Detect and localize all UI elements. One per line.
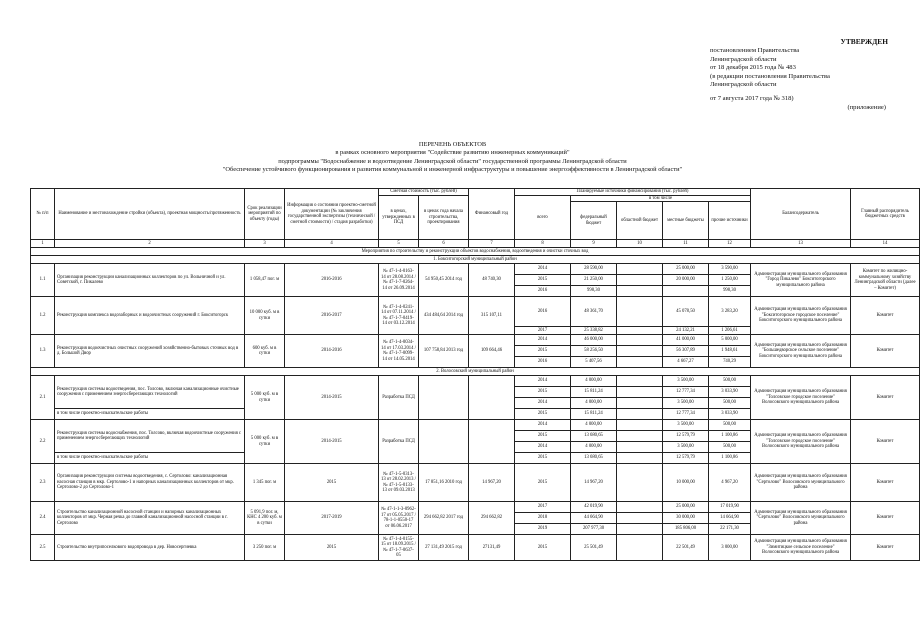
- appendix-label: (приложение): [847, 103, 886, 111]
- object-capacity: 5 091,9 пог. м, КНС 4 200 куб. м в сутки: [245, 502, 285, 535]
- beneficiary: Администрация муниципального образования "Сертолово" Волосовского муниципального района: [751, 464, 851, 502]
- fin-year: 2015: [515, 464, 571, 502]
- object-years: 2014-2015: [285, 420, 379, 464]
- approval-heading: УТВЕРЖДЕН: [840, 37, 888, 46]
- fin-year: 2017: [515, 502, 571, 513]
- document-title: ПЕРЕЧЕНЬ ОБЪЕКТОВ: [418, 141, 487, 148]
- local-value: 740,29: [709, 357, 751, 368]
- total-value: 4 000,00: [571, 398, 617, 409]
- main-admin: Комитет: [851, 464, 920, 502]
- cost-psd: 17 851,16 2010 год: [419, 464, 469, 502]
- header-name: Наименование и местонахождение стройки (объекта), проектная мощность/протяженность: [55, 189, 245, 240]
- object-capacity: 5 000 куб. м в сутки: [245, 376, 285, 420]
- regional-value: 3 500,00: [663, 442, 709, 453]
- header-beneficiary: Балансодержатель: [751, 189, 851, 240]
- approval-stamp: [710, 38, 900, 112]
- main-admin: Комитет: [851, 420, 920, 464]
- local-value: 3 033,90: [709, 409, 751, 420]
- object-years: 2015: [285, 535, 379, 561]
- cost-psd: 294 662,82 2017 год: [419, 502, 469, 535]
- main-admin: Комитет: [851, 297, 920, 335]
- total-value: 25 501,49: [571, 535, 617, 561]
- total-value: 13 680,65: [571, 431, 617, 442]
- object-name: Реконструкция системы водоснабжения, пос. Толсово, включая водоочистные сооружения с применением энергосберегающих технологий: [55, 420, 245, 453]
- fin-year: 2015: [515, 535, 571, 561]
- main-admin: Комитет: [851, 535, 920, 561]
- fin-year: 2014: [515, 442, 571, 453]
- cost-start: 109 664,46: [469, 335, 515, 368]
- object-capacity: 1 058,47 пог. м: [245, 264, 285, 297]
- header-local: местные бюджеты: [663, 202, 709, 240]
- object-docs: № 47-1-4-0241-14 от 07.11.2014 / № 47-1-7-0419-14 от 03.12.2014: [379, 297, 419, 335]
- object-docs: Разработка ПСД: [379, 420, 419, 464]
- header-total: всего: [515, 195, 571, 240]
- header-docs: Информация о состоянии проектно-сметной документации (№ заключения государственной экспертизы (технической / сметной стоимости) / стадия разработки): [285, 189, 379, 240]
- local-value: 3 590,00: [709, 264, 751, 275]
- object-name: Организация реконструкции канализационных коллекторов по ул. Вольничной и ул. Советской, г. Пикалево: [55, 264, 245, 297]
- approval-line: от 18 декабря 2015 года № 483: [710, 64, 796, 72]
- approval-line: постановлением Правительства: [710, 47, 800, 55]
- local-value: 998,30: [709, 286, 751, 297]
- total-value: 58 256,50: [571, 346, 617, 357]
- col-number: 10: [617, 240, 663, 248]
- regional-value: 10 000,00: [663, 464, 709, 502]
- local-value: 500,00: [709, 376, 751, 387]
- regional-value: 12 777,34: [663, 387, 709, 398]
- object-name: Организация реконструкции системы водоотведения, с. Сертолово: канализационная насосная станция в мкр. Сертолово-1 и напорных канализационных коллекторов от мкр. Сертолово-2 до Сертолово-1: [55, 464, 245, 502]
- header-plan-group: Планируемые источники финансирования (тыс. рублей): [515, 189, 751, 196]
- local-value: 1 948,61: [709, 346, 751, 357]
- beneficiary: Администрация муниципального образования "Город Пикалево" Бокситогорского муниципального района: [751, 264, 851, 297]
- cost-psd: 107 758,84 2013 год: [419, 335, 469, 368]
- total-value: 207 977,30: [571, 524, 617, 535]
- regional-value: [663, 286, 709, 297]
- regional-value: 56 307,89: [663, 346, 709, 357]
- local-value: 500,00: [709, 398, 751, 409]
- objects-table: [30, 188, 920, 561]
- row-num: 2.5: [31, 535, 55, 561]
- beneficiary: Администрация муниципального образования "Сертолово" Волосовского муниципального района: [751, 502, 851, 535]
- approval-line: Ленинградской области: [710, 81, 777, 89]
- cost-start: 48 740,30: [469, 264, 515, 297]
- main-admin: Комитет: [851, 376, 920, 420]
- total-value: 28 590,00: [571, 264, 617, 275]
- object-name: Строительство внутрипоселкового водопровода в дер. Новосергиевка: [55, 535, 245, 561]
- fin-year: 2019: [515, 524, 571, 535]
- fin-year: 2014: [515, 335, 571, 346]
- approval-line: (в редакции постановления Правительства: [710, 72, 830, 80]
- object-capacity: 3 250 пог. м: [245, 535, 285, 561]
- regional-value: 20 000,00: [663, 275, 709, 286]
- col-number: 4: [285, 240, 379, 248]
- object-capacity: 600 куб. м в сутки: [245, 335, 285, 368]
- header-cost-current: в ценах, утвержденных в ПСД: [379, 195, 419, 240]
- beneficiary: Администрация муниципального образования "Большедворское сельское поселение" Бокситогорского муниципального района: [751, 335, 851, 368]
- beneficiary: Администрация муниципального образования "Бокситогорское городское поселение" Бокситогорского муниципального района: [751, 297, 851, 335]
- local-value: 1 250,00: [709, 275, 751, 286]
- district-title: 2. Волосовский муниципальный район: [31, 368, 920, 376]
- object-docs: № 47-1-4-0163-14 от 28.08.2014 / № 47-1-7-0264-14 от 26.09.2014: [379, 264, 419, 297]
- object-docs: № 47-1-4-0034-14 от 17.03.2014 / № 47-1-7-0099-14 от 14.05.2014: [379, 335, 419, 368]
- local-value: 3 033,90: [709, 387, 751, 398]
- regional-value: 3 500,00: [663, 376, 709, 387]
- fin-year: 2016: [515, 357, 571, 368]
- col-number: 11: [663, 240, 709, 248]
- beneficiary: Администрация муниципального образования "Толсовское городское поселение" Волосовского муниципального района: [751, 376, 851, 420]
- header-cost-group: Сметная стоимость (тыс. рублей): [379, 189, 469, 196]
- total-value: 46 000,00: [571, 335, 617, 346]
- regional-value: 24 132,21: [663, 327, 709, 335]
- document-subtitle: подпрограммы "Водоснабжение и водоотведение Ленинградской области" государственной программы Ленинградской области: [278, 157, 627, 165]
- total-value: 13 680,65: [571, 453, 617, 464]
- total-value: 4 000,00: [571, 442, 617, 453]
- total-value: 25 338,82: [571, 327, 617, 335]
- section-title: Мероприятия по строительству и реконструкции объектов водоснабжения, водоотведения и очистки сточных вод: [31, 248, 920, 256]
- total-value: 15 811,24: [571, 409, 617, 420]
- fin-year: 2014: [515, 398, 571, 409]
- regional-value: 25 000,00: [663, 502, 709, 513]
- row-num: 1.1: [31, 264, 55, 297]
- main-admin: Комитет по жилищно-коммунальному хозяйству Ленинградской области (далее – Комитет): [851, 264, 920, 297]
- document-subtitle: в рамках основного мероприятия "Содействие развитию инженерных коммуникаций": [335, 149, 570, 157]
- object-years: 2017-2019: [285, 502, 379, 535]
- fin-year: 2015: [515, 387, 571, 398]
- object-capacity: 10 000 куб. м в сутки: [245, 297, 285, 335]
- fin-year: 2015: [515, 409, 571, 420]
- col-number: 7: [469, 240, 515, 248]
- local-value: 500,00: [709, 420, 751, 431]
- fin-year: 2015: [515, 346, 571, 357]
- local-value: 22 171,30: [709, 524, 751, 535]
- object-name: Реконструкция водоочистных очистных сооружений хозяйственно-бытовых сточных вод в д. Большой Двор: [55, 335, 245, 368]
- row-num: 1.2: [31, 297, 55, 335]
- object-name: Строительство канализационной насосной станции и напорных канализационных коллекторов от мкр. Черная речка до главной канализационной насосной станции в г. Сертолово: [55, 502, 245, 535]
- cost-psd: 27 131,49 2015 год: [419, 535, 469, 561]
- object-name: Реконструкция системы водоотведения, пос. Толсово, включая канализационные очистные сооружения с применением энергосберегающих технологий: [55, 376, 245, 409]
- cost-start: 315 107,11: [469, 297, 515, 335]
- fin-year: 2016: [515, 297, 571, 327]
- fin-year: 2014: [515, 264, 571, 275]
- document-titles: [0, 141, 905, 175]
- beneficiary: Администрация муниципального образования "Зимитицкое сельское поселение" Волосовского муниципального района: [751, 535, 851, 561]
- col-number: 14: [851, 240, 920, 248]
- object-years: 2015: [285, 464, 379, 502]
- regional-value: 12 579,79: [663, 453, 709, 464]
- row-num: 2.1: [31, 376, 55, 420]
- header-cost-prices: в ценах года начала строительства, проектирования: [419, 195, 469, 240]
- object-years: 2014-2015: [285, 376, 379, 420]
- regional-value: 12 579,79: [663, 431, 709, 442]
- regional-value: 12 777,34: [663, 409, 709, 420]
- row-num: 2.3: [31, 464, 55, 502]
- local-value: 14 664,90: [709, 513, 751, 524]
- object-years: 2016-2016: [285, 264, 379, 297]
- cost-start: 14 967,20: [469, 464, 515, 502]
- local-value: 3 000,00: [709, 535, 751, 561]
- total-value: 48 361,70: [571, 297, 617, 327]
- regional-value: 22 501,49: [663, 535, 709, 561]
- total-value: 998,30: [571, 286, 617, 297]
- total-value: 21 250,00: [571, 275, 617, 286]
- header-other: прочие источники: [709, 202, 751, 240]
- regional-value: 4 667,27: [663, 357, 709, 368]
- header-incl: в том числе: [571, 195, 751, 202]
- col-number: 13: [751, 240, 851, 248]
- cost-psd: 434 484,64 2014 год: [419, 297, 469, 335]
- local-value: 1 100,86: [709, 431, 751, 442]
- beneficiary: Администрация муниципального образования "Толсовское городское поселение" Волосовского муниципального района: [751, 420, 851, 464]
- local-value: 3 283,20: [709, 297, 751, 327]
- object-capacity: 1 345 пог. м: [245, 464, 285, 502]
- fin-year: 2014: [515, 420, 571, 431]
- main-admin: Комитет: [851, 335, 920, 368]
- object-docs: № 47-1-1-3-0962-17 от 05.05.2017 / 78-1-1-0550-17 от 06.06.2017: [379, 502, 419, 535]
- document-subtitle: "Обеспечение устойчивого функционирования и развития коммунальной и инженерной инфраструктуры и повышение энергоэффективности в Ленинградской области": [222, 166, 683, 174]
- row-num: 2.2: [31, 420, 55, 464]
- local-value: 1 206,61: [709, 327, 751, 335]
- approval-date: от 7 августа 2017 года № 318): [710, 95, 794, 103]
- object-docs: № 47-1-4-0155-15 от 18.09.2015 / № 47-1-7-0637-05: [379, 535, 419, 561]
- fin-year: 2018: [515, 513, 571, 524]
- regional-value: 45 078,50: [663, 297, 709, 327]
- regional-value: 3 500,00: [663, 398, 709, 409]
- object-docs: Разработка ПСД: [379, 376, 419, 420]
- header-federal: федеральный бюджет: [571, 202, 617, 240]
- header-regional: областной бюджет: [617, 202, 663, 240]
- col-number: 9: [571, 240, 617, 248]
- total-value: 14 967,20: [571, 464, 617, 502]
- cost-start: 294 662,82: [469, 502, 515, 535]
- regional-value: 30 000,00: [663, 513, 709, 524]
- header-years: Срок реализации мероприятий по объекту (годы): [245, 189, 285, 240]
- local-value: 5 000,00: [709, 335, 751, 346]
- col-number: 1: [31, 240, 55, 248]
- cost-start: 27131,49: [469, 535, 515, 561]
- cost-psd: 54 950,45 2014 год: [419, 264, 469, 297]
- header-num: № п/п: [31, 189, 55, 240]
- col-number: 5: [379, 240, 419, 248]
- total-value: 4 000,00: [571, 420, 617, 431]
- approval-line: Ленинградской области: [710, 55, 777, 63]
- col-number: 2: [55, 240, 245, 248]
- object-subname: в том числе проектно-изыскательские работы: [55, 409, 245, 420]
- total-value: 5 407,56: [571, 357, 617, 368]
- col-number: 6: [419, 240, 469, 248]
- local-value: 500,00: [709, 442, 751, 453]
- object-capacity: 5 000 куб. м в сутки: [245, 420, 285, 464]
- fin-year: 2017: [515, 327, 571, 335]
- fin-year: 2014: [515, 376, 571, 387]
- col-number: 12: [709, 240, 751, 248]
- object-name: Реконструкция комплекса водозаборных и водоочистных сооружений г. Бокситогорск: [55, 297, 245, 335]
- fin-year: 2016: [515, 286, 571, 297]
- local-value: 4 967,20: [709, 464, 751, 502]
- regional-value: 25 000,00: [663, 264, 709, 275]
- fin-year: 2015: [515, 431, 571, 442]
- object-subname: в том числе проектно-изыскательские работы: [55, 453, 245, 464]
- row-num: 2.4: [31, 502, 55, 535]
- local-value: 1 100,86: [709, 453, 751, 464]
- regional-value: 41 000,00: [663, 335, 709, 346]
- total-value: 4 000,00: [571, 376, 617, 387]
- regional-value: 185 806,00: [663, 524, 709, 535]
- object-years: 2016-2017: [285, 297, 379, 335]
- total-value: 44 664,90: [571, 513, 617, 524]
- fin-year: 2015: [515, 453, 571, 464]
- total-value: 15 811,24: [571, 387, 617, 398]
- total-value: 42 019,90: [571, 502, 617, 513]
- col-number: 3: [245, 240, 285, 248]
- row-num: 1.3: [31, 335, 55, 368]
- fin-year: 2015: [515, 275, 571, 286]
- local-value: 17 019,90: [709, 502, 751, 513]
- district-title: 1. Бокситогорский муниципальный район: [31, 256, 920, 264]
- regional-value: 3 500,00: [663, 420, 709, 431]
- header-main-admin: Главный распорядитель бюджетных средств: [851, 189, 920, 240]
- object-docs: № 47-1-5-0313-13 от 28.02.2013 / № 47-1-5-0133-13 от 09.03.2013: [379, 464, 419, 502]
- object-years: 2014-2016: [285, 335, 379, 368]
- header-fin-year: Финансовый год: [469, 189, 515, 240]
- main-admin: Комитет: [851, 502, 920, 535]
- col-number: 8: [515, 240, 571, 248]
